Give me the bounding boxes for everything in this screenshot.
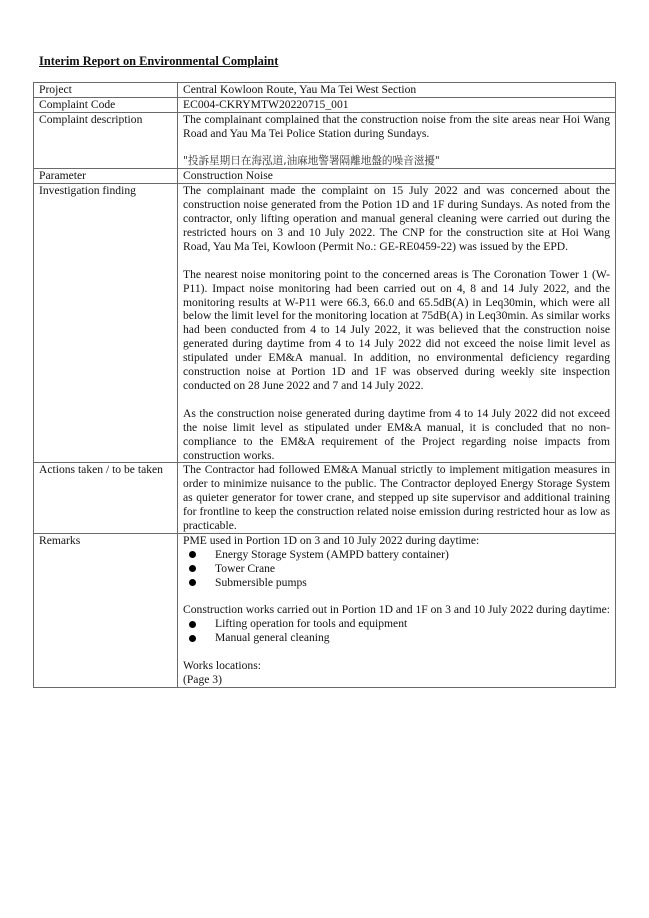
value-complaint-code: EC004-CKRYMTW20220715_001 <box>178 97 616 112</box>
row-remarks <box>34 533 616 687</box>
label-actions: Actions taken / to be taken <box>34 463 178 534</box>
label-complaint-description: Complaint description <box>34 112 178 169</box>
locations-heading: Works locations: <box>183 659 261 673</box>
list-item <box>183 576 610 590</box>
value-project: Central Kowloon Route, Yau Ma Tei West Section <box>178 83 616 98</box>
works-item: Manual general cleaning <box>215 631 330 645</box>
complaint-description-chinese: "投訴星期日在海泓道,油麻地警署隔離地盤的噪音滋擾" <box>183 154 440 167</box>
list-item <box>183 631 610 645</box>
report-title: Interim Report on Environmental Complaint <box>39 54 279 68</box>
complaint-report-table <box>33 82 616 688</box>
finding-paragraph-2: The nearest noise monitoring point to the concerned areas is The Coronation Tower 1 (W-P11). Impact noise monitoring had been carried out on 4, 8 and 14 July 2022, and the monitoring results at W-P11 were 66.3, 66.0 and 65.5dB(A) in Leq30min, which were all below the limit level for the monitoring location at 75dB(A) in Leq30min. As similar works had been conducted from 4 to 14 July 2022, it was believed that the construction noise generated during daytime from 4 to 14 July 2022 did not exceed the noise limit level as stipulated under EM&A manual. In addition, no environmental deficiency regarding construction noise at Portion 1D and 1F was observed during weekly site inspection conducted on 28 June 2022 and 7 and 14 July 2022. <box>183 267 610 392</box>
label-complaint-code: Complaint Code <box>34 97 178 112</box>
label-remarks: Remarks <box>34 533 178 687</box>
pme-heading: PME used in Portion 1D on 3 and 10 July 2022 during daytime: <box>183 533 480 547</box>
spacer <box>183 254 610 268</box>
value-investigation-finding <box>178 184 616 463</box>
spacer <box>183 645 610 659</box>
bullet-icon <box>189 565 196 572</box>
value-parameter: Construction Noise <box>178 169 616 184</box>
locations-page-reference: (Page 3) <box>183 672 222 686</box>
spacer <box>183 141 610 155</box>
label-project: Project <box>34 83 178 98</box>
row-project <box>34 83 616 98</box>
row-parameter <box>34 169 616 184</box>
spacer <box>183 393 610 407</box>
bullet-icon <box>189 579 196 586</box>
works-list <box>183 617 610 645</box>
works-item: Lifting operation for tools and equipment <box>215 617 408 631</box>
finding-paragraph-3: As the construction noise generated during daytime from 4 to 14 July 2022 did not exceed the noise limit level as stipulated under EM&A manual, it is concluded that no non-compliance to the EM&A requirement of the Project regarding noise impacts from construction works. <box>183 406 610 462</box>
row-complaint-code <box>34 97 616 112</box>
value-complaint-description <box>178 112 616 169</box>
list-item <box>183 548 610 562</box>
row-investigation-finding <box>34 184 616 463</box>
list-item <box>183 617 610 631</box>
pme-item: Submersible pumps <box>215 575 307 589</box>
complaint-description-english: The complainant complained that the construction noise from the site areas near Hoi Wang Road and Yau Ma Tei Police Station during Sundays. <box>183 112 610 140</box>
pme-item: Energy Storage System (AMPD battery container) <box>215 547 449 561</box>
row-complaint-description <box>34 112 616 169</box>
bullet-icon <box>189 551 196 558</box>
value-remarks <box>178 533 616 687</box>
value-actions: The Contractor had followed EM&A Manual strictly to implement mitigation measures in order to minimize nuisance to the public. The Contractor deployed Energy Storage System as quieter generator for tower crane, and stepped up site supervisor and additional training for frontline to keep the construction related noise emission during restricted hour as low as practicable. <box>178 463 616 534</box>
bullet-icon <box>189 635 196 642</box>
spacer <box>183 590 610 604</box>
list-item <box>183 562 610 576</box>
pme-item: Tower Crane <box>215 561 276 575</box>
label-investigation-finding: Investigation finding <box>34 184 178 463</box>
bullet-icon <box>189 621 196 628</box>
finding-paragraph-1: The complainant made the complaint on 15 July 2022 and was concerned about the construction noise generated from the Potion 1D and 1F during Sundays. As noted from the contractor, only lifting operation and manual general cleaning were carried out during the restricted hours on 3 and 10 July 2022. The CNP for the construction site at Hoi Wang Road, Yau Ma Tei, Kowloon (Permit No.: GE-RE0459-22) was issued by the EPD. <box>183 184 610 253</box>
label-parameter: Parameter <box>34 169 178 184</box>
pme-list <box>183 548 610 590</box>
works-heading: Construction works carried out in Portion 1D and 1F on 3 and 10 July 2022 during daytime: <box>183 603 610 617</box>
row-actions <box>34 463 616 534</box>
